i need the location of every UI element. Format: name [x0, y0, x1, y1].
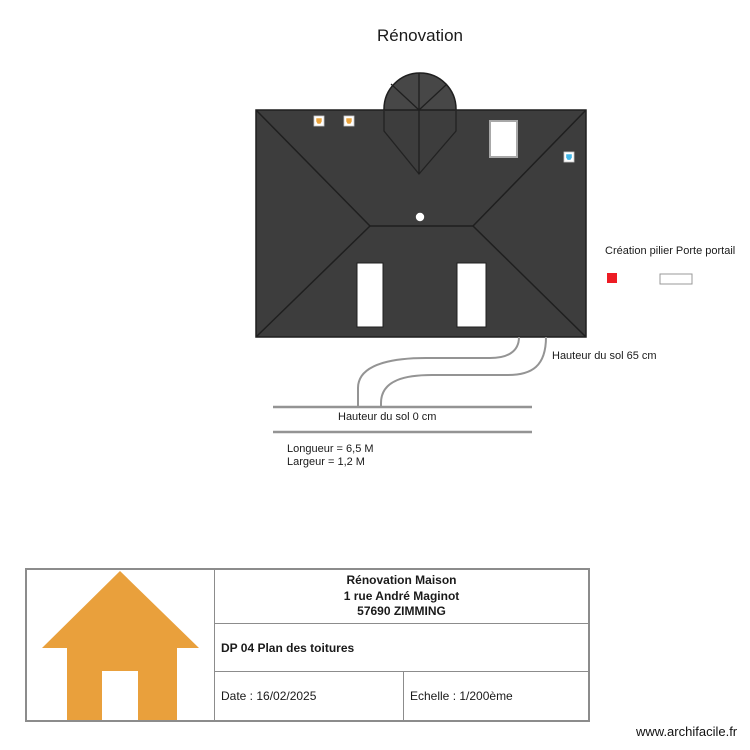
roof-fixture-orange-2 — [344, 116, 354, 126]
ground-link-pipes — [358, 337, 546, 407]
pillar-gate-label: Création pilier Porte portail — [605, 245, 736, 257]
pillar-marker-red — [607, 273, 617, 283]
ground-height-0-label: Hauteur du sol 0 cm — [338, 411, 437, 423]
ground-height-65-label: Hauteur du sol 65 cm — [552, 350, 657, 362]
date-field: Date : 16/02/2025 — [215, 672, 404, 720]
archifacile-watermark: www.archifacile.fr — [636, 724, 738, 739]
title-block-bottom-row — [215, 672, 588, 720]
title-block — [25, 568, 590, 722]
chimney — [490, 121, 517, 157]
gate-symbol — [660, 274, 692, 284]
scale-field: Echelle : 1/200ème — [410, 689, 513, 703]
title-block-right — [215, 570, 588, 720]
roof-window-left — [357, 263, 383, 327]
project-address — [215, 570, 588, 624]
address-city: 57690 ZIMMING — [357, 604, 446, 619]
ridge-dot — [416, 213, 424, 221]
length-label: Longueur = 6,5 M — [287, 443, 374, 455]
address-street: 1 rue André Maginot — [343, 588, 460, 603]
main-roof — [256, 110, 586, 337]
document-title: DP 04 Plan des toitures — [215, 624, 588, 672]
roof-window-right — [457, 263, 486, 327]
project-name: Rénovation Maison — [346, 573, 457, 588]
page-title: Rénovation — [376, 26, 463, 45]
width-label: Largeur = 1,2 M — [287, 456, 365, 468]
title-block-logo-cell — [27, 570, 215, 720]
roof-fixture-blue — [564, 152, 574, 162]
roof-fixture-orange-1 — [314, 116, 324, 126]
house-icon — [27, 570, 213, 720]
